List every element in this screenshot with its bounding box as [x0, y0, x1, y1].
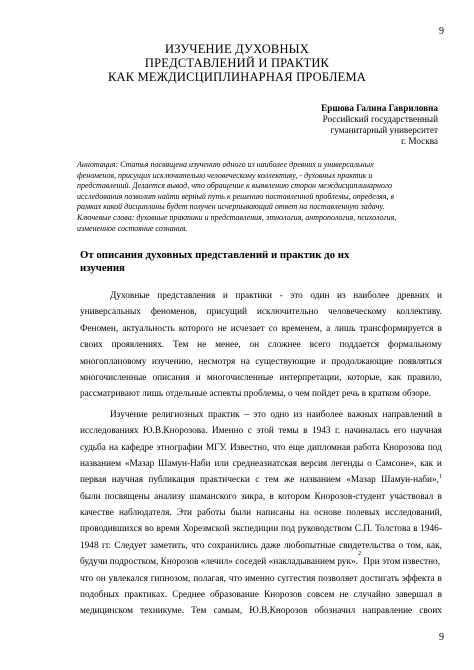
- word: практики: [235, 291, 273, 301]
- word: в: [413, 524, 418, 535]
- word: формальному: [387, 340, 442, 351]
- keywords-line: измененное состояние сознания.: [77, 223, 188, 233]
- word: несмотря: [198, 356, 236, 367]
- word: представления: [157, 291, 216, 301]
- word: проводившихся: [80, 524, 142, 535]
- word: шаманского: [189, 491, 237, 502]
- word: Кнорозов: [264, 590, 302, 601]
- word: в: [303, 426, 308, 437]
- word: которые,: [347, 372, 383, 383]
- word: еще: [288, 442, 305, 453]
- word: что: [272, 442, 286, 453]
- word: г.: [335, 426, 341, 437]
- line-text: будучи подростком, Кнорозов «лечил» соседей «накладыванием рук».: [80, 557, 358, 568]
- text-line: [80, 587, 442, 603]
- word: с: [247, 426, 252, 437]
- word: названием: [80, 458, 122, 469]
- word: многоплановому: [80, 356, 147, 367]
- word: качестве: [80, 508, 114, 519]
- word: Толстова: [375, 524, 411, 535]
- word: и: [436, 458, 442, 469]
- word: достигать: [360, 573, 400, 584]
- word: научная: [111, 475, 144, 486]
- word: МГУ.: [205, 442, 227, 453]
- article-title: [60, 42, 414, 84]
- text-line: [80, 288, 442, 304]
- text-line: [80, 521, 442, 537]
- word: как,: [426, 540, 442, 551]
- word: на: [299, 508, 310, 519]
- word: названием: [299, 475, 341, 486]
- section-heading-line-1: От описания духовных представлений и практик до их: [80, 249, 350, 261]
- title-line-3: КАК МЕЖДИСЦИПЛИНАРНАЯ ПРОБЛЕМА: [107, 70, 367, 84]
- word: в: [269, 491, 274, 502]
- word: Шамун-Наби: [157, 458, 211, 469]
- word: и: [222, 291, 228, 301]
- section-heading: [80, 249, 420, 275]
- author-affiliation-line-1: Российский государственный: [322, 114, 438, 124]
- annotation: [77, 160, 438, 234]
- word: на: [109, 442, 119, 453]
- word: именно: [244, 573, 275, 584]
- word: Именно: [211, 426, 244, 437]
- word: как: [420, 458, 434, 469]
- author-affiliation-line-2: гуманитарный университет: [330, 125, 438, 135]
- word: правило,: [407, 372, 442, 383]
- word: одно: [270, 409, 290, 420]
- annotation-line: Аннотация: Статья посвящена изучению одного из наиболее древних и универсальных: [77, 160, 374, 169]
- word: участвовал: [389, 491, 434, 502]
- word: полевых: [346, 508, 380, 519]
- section-heading-line-2: изучения: [80, 262, 125, 274]
- word: интерпретации,: [279, 372, 342, 383]
- word: не: [197, 340, 207, 351]
- word: древних: [396, 291, 430, 301]
- word: и: [195, 372, 201, 383]
- word: самым,: [213, 606, 243, 617]
- word: работы: [197, 508, 226, 519]
- footnote-mark[interactable]: 1: [438, 474, 442, 481]
- text-line: [80, 407, 442, 423]
- word: -: [279, 291, 283, 301]
- word: в: [437, 491, 442, 502]
- word: что: [228, 573, 243, 584]
- word: направление: [362, 606, 413, 617]
- text-line: [80, 472, 442, 488]
- word: направлений: [382, 409, 434, 420]
- word: Тем: [173, 340, 189, 351]
- word: Кнорозова: [382, 442, 425, 453]
- word: присущий: [206, 307, 248, 318]
- word: 1943: [311, 426, 331, 437]
- word: человеческому: [328, 307, 387, 318]
- annotation-line: исследования позволит найти верный путь к решению поставленной проблемы, определяя, в: [77, 191, 394, 201]
- paragraph-2: [80, 407, 442, 620]
- word: как: [388, 372, 402, 383]
- word: «Мазар: [346, 475, 376, 486]
- word: его: [393, 426, 407, 437]
- word: Хорезмской: [182, 524, 230, 535]
- word: он: [96, 573, 106, 584]
- word: темы: [278, 426, 299, 437]
- word: свидетельства: [338, 540, 395, 551]
- word: Ю.В.Кнорозов: [249, 606, 308, 617]
- text-line: [80, 489, 442, 505]
- body-text: [80, 288, 442, 620]
- text-line: [80, 551, 442, 570]
- word: всего: [309, 340, 331, 351]
- word: были: [230, 508, 252, 519]
- word: завершал: [395, 590, 433, 601]
- word: Духовные: [110, 291, 150, 301]
- word: важных: [347, 409, 378, 420]
- word: существующие: [255, 356, 316, 367]
- line-text: При этом известно,: [360, 557, 441, 568]
- word: медицинском: [80, 606, 134, 617]
- text-line: [80, 538, 442, 554]
- word: Кнорозов-студент: [314, 491, 386, 502]
- word: с: [255, 475, 260, 486]
- word: о: [398, 540, 404, 551]
- word: сложнее: [267, 340, 301, 351]
- author-city: г. Москва: [401, 136, 438, 146]
- text-line: [80, 423, 442, 439]
- word: эффекта: [401, 573, 435, 584]
- word: это: [290, 291, 303, 301]
- word: версия: [300, 458, 328, 469]
- word: не: [217, 323, 227, 334]
- word: исключительно: [256, 307, 319, 318]
- word: проявлениях.: [111, 340, 165, 351]
- author-name: Ершова Галина Гавриловна: [321, 103, 438, 113]
- word: сохранились: [207, 540, 258, 551]
- word: Известно,: [229, 442, 270, 453]
- word: из: [336, 291, 346, 301]
- text-line: [80, 440, 442, 456]
- word: анализу: [154, 491, 186, 502]
- text-line: [80, 505, 442, 521]
- word: Тем: [191, 606, 207, 617]
- word: появляться: [398, 356, 442, 367]
- title-line-2: ПРЕДСТАВЛЕНИЙ И ПРАКТИК: [144, 56, 330, 70]
- word: были: [80, 491, 101, 502]
- word: начиналась: [344, 426, 390, 437]
- annotation-line: рамках какой дисциплины будет получен исчерпывающий ответ на поставленную задачу.: [77, 202, 385, 212]
- word: исчезает: [230, 323, 265, 334]
- word: время: [156, 524, 180, 535]
- word: 1948: [80, 540, 99, 551]
- word: религиозных: [152, 409, 204, 420]
- word: экспедиции: [232, 524, 279, 535]
- word: Эти: [176, 508, 192, 519]
- footnote-mark[interactable]: 2: [357, 551, 361, 558]
- word: это: [253, 409, 266, 420]
- word: случайно: [353, 590, 391, 601]
- keywords-line: Ключевые слова: духовные практики и представления, этнология, антропология, психология,: [77, 212, 397, 222]
- page-number-bottom: 9: [439, 632, 444, 643]
- word: кафедре: [121, 442, 154, 453]
- word: практически: [200, 475, 250, 486]
- word: менее,: [215, 340, 241, 351]
- paragraph-1: [80, 288, 442, 403]
- word: позволяет: [318, 573, 358, 584]
- word: суггестия: [277, 573, 316, 584]
- word: полагая,: [193, 573, 227, 584]
- word: продолжающие: [331, 356, 393, 367]
- word: наблюдателя.: [118, 508, 172, 519]
- word: гипнозом,: [150, 573, 191, 584]
- word: о: [367, 458, 372, 469]
- word: под: [280, 524, 296, 535]
- text-line: [80, 304, 442, 320]
- word: основе: [314, 508, 342, 519]
- word: образование: [210, 590, 259, 601]
- word: или: [214, 458, 229, 469]
- word: феноменов,: [150, 307, 197, 318]
- author-block: [238, 103, 438, 147]
- word: любопытные: [283, 540, 336, 551]
- text-line: [80, 603, 442, 619]
- word: в: [437, 323, 442, 334]
- word: дипломная: [307, 442, 351, 453]
- word: –: [244, 409, 249, 420]
- word: подобных: [80, 590, 120, 601]
- word: «Мазар: [124, 458, 155, 469]
- word: многочисленные: [80, 372, 147, 383]
- word: в: [437, 409, 442, 420]
- word: из: [293, 409, 303, 420]
- word: Феномен,: [80, 323, 119, 334]
- word: что: [80, 573, 94, 584]
- word: котором: [278, 491, 311, 502]
- word: своих: [80, 340, 103, 351]
- word: временем,: [281, 323, 323, 334]
- word: судьба: [80, 442, 106, 453]
- word: один: [310, 291, 330, 301]
- word: на: [240, 356, 250, 367]
- word: даже: [261, 540, 281, 551]
- word: исследований,: [385, 508, 442, 519]
- title-line-1: ИЗУЧЕНИЕ ДУХОВНЫХ: [164, 42, 310, 56]
- word: заметить,: [150, 540, 188, 551]
- page-number-top: 9: [439, 26, 444, 37]
- word: во: [144, 524, 154, 535]
- word: наиболее: [353, 291, 390, 301]
- word: не: [339, 590, 349, 601]
- text-line: [80, 321, 442, 337]
- text-line: [80, 386, 442, 402]
- word: в: [437, 590, 442, 601]
- word: написаны: [256, 508, 295, 519]
- word: и: [320, 356, 326, 367]
- annotation-line: феноменов, присущих исключительно человеческому коллективу, - духовных практик и: [77, 170, 373, 180]
- word: трансформируется: [359, 323, 434, 334]
- word: со: [268, 323, 278, 334]
- word: своих: [419, 606, 442, 617]
- word: совсем: [306, 590, 335, 601]
- word: и: [437, 291, 442, 301]
- word: исследованиях: [80, 426, 139, 437]
- word: в: [437, 573, 442, 584]
- word: практик: [208, 409, 240, 420]
- word: Самсоне»,: [375, 458, 417, 469]
- word: этой: [256, 426, 274, 437]
- word: тем: [264, 475, 279, 486]
- text-line: [80, 354, 442, 370]
- word: работа: [353, 442, 380, 453]
- word: обозначил: [314, 606, 356, 617]
- word: он: [249, 340, 260, 351]
- word: этнографии: [156, 442, 203, 453]
- word: наиболее: [306, 409, 343, 420]
- word: 1946-: [420, 524, 442, 535]
- word: универсальных: [80, 307, 141, 318]
- word: актуальность: [122, 323, 175, 334]
- word: С.П.: [354, 524, 373, 535]
- word: техникуме.: [140, 606, 185, 617]
- word: а: [326, 323, 331, 334]
- word: которого: [178, 323, 214, 334]
- word: научная: [410, 426, 442, 437]
- word: руководством: [297, 524, 352, 535]
- word: гг.: [102, 540, 111, 551]
- word: лишь: [334, 323, 356, 334]
- word: практиках.: [124, 590, 168, 601]
- text-line: [80, 370, 442, 386]
- word: описания: [152, 372, 190, 383]
- text-line: [80, 337, 442, 353]
- word: посвящены: [104, 491, 150, 502]
- word: Среднее: [172, 590, 206, 601]
- word: публикация: [148, 475, 195, 486]
- word: Следует: [114, 540, 147, 551]
- word: поддается: [339, 340, 380, 351]
- text-line: [80, 571, 442, 587]
- word: многочисленные: [206, 372, 274, 383]
- word: среднеазиатская: [232, 458, 298, 469]
- word: зикра,: [240, 491, 266, 502]
- word: легенды: [330, 458, 364, 469]
- word: увлекался: [108, 573, 148, 584]
- word: Ю.В.Кнорозова.: [142, 426, 208, 437]
- text-line: [80, 456, 442, 472]
- word: изучению,: [151, 356, 193, 367]
- word: же: [284, 475, 295, 486]
- word: Шамун-наби»,$^1$: [381, 474, 442, 486]
- word: том,: [406, 540, 424, 551]
- annotation-line: представлений. Делается вывод, что обращение к выявлению сторон междисциплинарного: [77, 181, 393, 191]
- word: коллективу.: [396, 307, 442, 318]
- word: что: [191, 540, 205, 551]
- word: под: [427, 442, 442, 453]
- line-text: рассматривают лишь отдельные аспекты проблемы, о чем пойдет речь в кратком обзоре.: [80, 389, 431, 400]
- word: Изучение: [110, 409, 148, 420]
- word: первая: [80, 475, 107, 486]
